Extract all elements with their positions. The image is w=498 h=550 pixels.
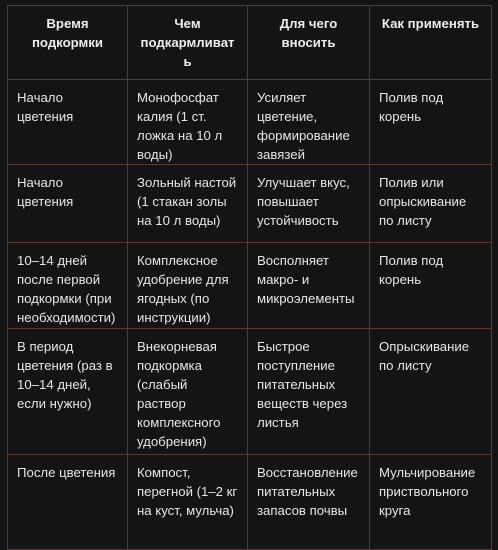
cell-why: Улучшает вкус, повышает устойчивость bbox=[248, 165, 370, 243]
header-time: Время подкормки bbox=[8, 6, 128, 80]
table-row bbox=[8, 80, 492, 165]
table-row bbox=[8, 329, 492, 455]
cell-what: Монофосфат калия (1 ст. ложка на 10 л воды) bbox=[128, 80, 248, 165]
table-header-row bbox=[8, 6, 492, 80]
feeding-table-container bbox=[7, 5, 491, 519]
table-row bbox=[8, 243, 492, 329]
cell-why: Восполняет макро- и микроэлементы bbox=[248, 243, 370, 329]
cell-why: Усиляет цветение, формирование завязей bbox=[248, 80, 370, 165]
cell-how: Полив под корень bbox=[370, 80, 492, 165]
cell-what: Внекорневая подкормка (слабый раствор комплексного удобрения) bbox=[128, 329, 248, 455]
cell-how: Мульчирование приствольного круга bbox=[370, 455, 492, 550]
header-what: Чем подкармливать bbox=[128, 6, 248, 80]
cell-time: Начало цветения bbox=[8, 80, 128, 165]
cell-how: Полив или опрыскивание по листу bbox=[370, 165, 492, 243]
header-why: Для чего вносить bbox=[248, 6, 370, 80]
cell-time: 10–14 дней после первой подкормки (при необходимости) bbox=[8, 243, 128, 329]
cell-what: Комплексное удобрение для ягодных (по инструкции) bbox=[128, 243, 248, 329]
cell-time: После цветения bbox=[8, 455, 128, 550]
table-row bbox=[8, 455, 492, 550]
cell-why: Быстрое поступление питательных веществ через листья bbox=[248, 329, 370, 455]
cell-what: Компост, перегной (1–2 кг на куст, мульча) bbox=[128, 455, 248, 550]
feeding-schedule-table bbox=[7, 5, 492, 550]
cell-how: Полив под корень bbox=[370, 243, 492, 329]
header-how: Как применять bbox=[370, 6, 492, 80]
cell-why: Восстановление питательных запасов почвы bbox=[248, 455, 370, 550]
table-row bbox=[8, 165, 492, 243]
cell-how: Опрыскивание по листу bbox=[370, 329, 492, 455]
cell-time: В период цветения (раз в 10–14 дней, если нужно) bbox=[8, 329, 128, 455]
cell-what: Зольный настой (1 стакан золы на 10 л воды) bbox=[128, 165, 248, 243]
cell-time: Начало цветения bbox=[8, 165, 128, 243]
